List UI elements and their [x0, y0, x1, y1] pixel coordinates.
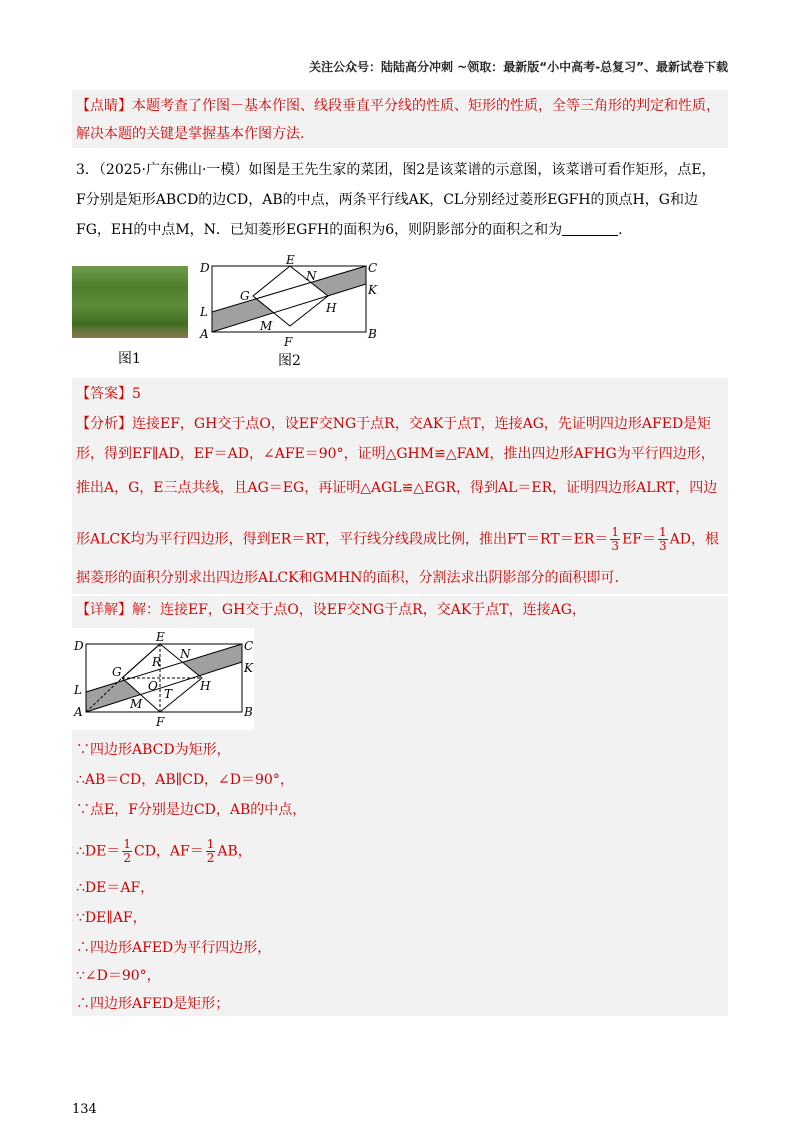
pt-M: M — [260, 319, 273, 333]
fraction-half-b: $\frac{1}{2}$ — [206, 837, 215, 865]
dianjing-line-2: 解决本题的关键是掌握基本作图方法. — [76, 126, 305, 142]
fraction-one-third-b: $\frac{1}{3}$ — [659, 525, 667, 553]
detail-step-1: ∵四边形ABCD为矩形， — [76, 742, 231, 758]
pt-G: G — [240, 289, 250, 303]
detail-step-4: ∴DE＝ $\frac{1}{2}$ CD，AF＝ $\frac{1}{2}$ AB， — [76, 837, 252, 865]
detail-step-5: ∴DE＝AF， — [76, 880, 155, 896]
fig2-label: 图2 — [278, 353, 301, 369]
figure-2-diagram — [198, 254, 388, 350]
detail-step-2: ∴AB＝CD，AB∥CD，∠D＝90°， — [76, 772, 294, 788]
detail-step-8: ∵∠D＝90°， — [76, 968, 161, 984]
dianjing-tag: 【点睛】 — [76, 98, 132, 114]
svg-text:B: B — [244, 705, 253, 719]
analysis-line-2: 形，得到EF∥AD，EF＝AD，∠AFE＝90°，证明△GHM≌△FAM，推出四边形AFHG为平行四边形， — [76, 446, 715, 462]
detail-step-3: ∵点E，F分别是边CD，AB的中点， — [76, 802, 307, 818]
vegetable-field-photo — [72, 266, 188, 338]
answer-value: 5 — [132, 386, 141, 402]
svg-text:O: O — [148, 679, 158, 693]
dianjing-line-1: 【点睛】本题考查了作图－基本作图、线段垂直平分线的性质、矩形的性质，全等三角形的判定和性质， — [76, 98, 720, 114]
detail-step-6: ∵DE∥AF， — [76, 910, 147, 926]
pt-C: C — [368, 261, 378, 275]
svg-text:R: R — [152, 655, 162, 669]
pt-K: K — [368, 283, 377, 297]
svg-text:K: K — [244, 661, 253, 675]
svg-text:M: M — [130, 697, 143, 711]
pt-D: D — [200, 261, 210, 275]
svg-text:A: A — [74, 705, 83, 719]
fig1-label: 图1 — [118, 351, 141, 367]
pt-H: H — [326, 301, 337, 315]
page-number: 134 — [72, 1102, 97, 1117]
svg-text:F: F — [156, 715, 165, 729]
detail-figure-diagram — [72, 628, 254, 730]
fraction-one-third-a: $\frac{1}{3}$ — [611, 525, 620, 553]
analysis-line-3: 推出A，G，E三点共线，且AG＝EG，再证明△AGL≌△EGR，得到AL＝ER，证明四边形ALRT，四边 — [76, 480, 718, 496]
pt-E: E — [286, 254, 295, 267]
analysis-line-1: 【分析】连接EF，GH交于点O，设EF交NG于点R，交AK于点T，连接AG，先证明四边形AFED是矩 — [76, 416, 712, 432]
svg-text:C: C — [244, 639, 254, 653]
pt-L: L — [200, 305, 208, 319]
answer-line: 【答案】5 — [76, 386, 141, 402]
problem-line-2: F分别是矩形ABCD的边CD，AB的中点，两条平行线AK，CL分别经过菱形EGFH的顶点H，G和边 — [76, 192, 698, 208]
svg-text:L: L — [74, 683, 82, 697]
analysis-line-5: 据菱形的面积分别求出四边形ALCK和GMHN的面积，分割法求出阴影部分的面积即可. — [76, 570, 620, 586]
svg-text:D: D — [74, 639, 84, 653]
svg-text:T: T — [164, 687, 173, 701]
answer-blank — [562, 221, 618, 236]
problem-line-1: 3．（2025·广东佛山·一模）如图是王先生家的菜团，图2是该菜谱的示意图，该菜谱可看作矩形，点E， — [76, 162, 716, 178]
pt-B: B — [368, 327, 377, 341]
pt-N: N — [306, 269, 317, 283]
svg-text:H: H — [200, 679, 211, 693]
analysis-line-4: 形ALCK均为平行四边形，得到ER＝RT，平行线分线段成比例，推出FT＝RT＝ER＝ $\frac{1}{3}$ EF＝ $\frac{1}{3}$ AD，根 — [76, 525, 719, 553]
pt-F: F — [284, 335, 293, 349]
detail-step-7: ∴四边形AFED为平行四边形， — [76, 940, 272, 956]
svg-text:G: G — [112, 665, 122, 679]
pt-A: A — [200, 327, 209, 341]
problem-line-3: FG，EH的中点M，N．已知菱形EGFH的面积为6，则阴影部分的面积之和为 . — [76, 222, 623, 238]
detail-intro: 【详解】解：连接EF，GH交于点O，设EF交NG于点R，交AK于点T，连接AG， — [76, 602, 586, 618]
fraction-half-a: $\frac{1}{2}$ — [123, 837, 131, 865]
svg-text:E: E — [156, 630, 165, 644]
page-header: 关注公众号：陆陆高分冲刺 ~领取：最新版“小中高考-总复习”、最新试卷下载 — [309, 60, 728, 74]
svg-text:N: N — [180, 647, 191, 661]
detail-step-9: ∴四边形AFED是矩形； — [76, 996, 230, 1012]
